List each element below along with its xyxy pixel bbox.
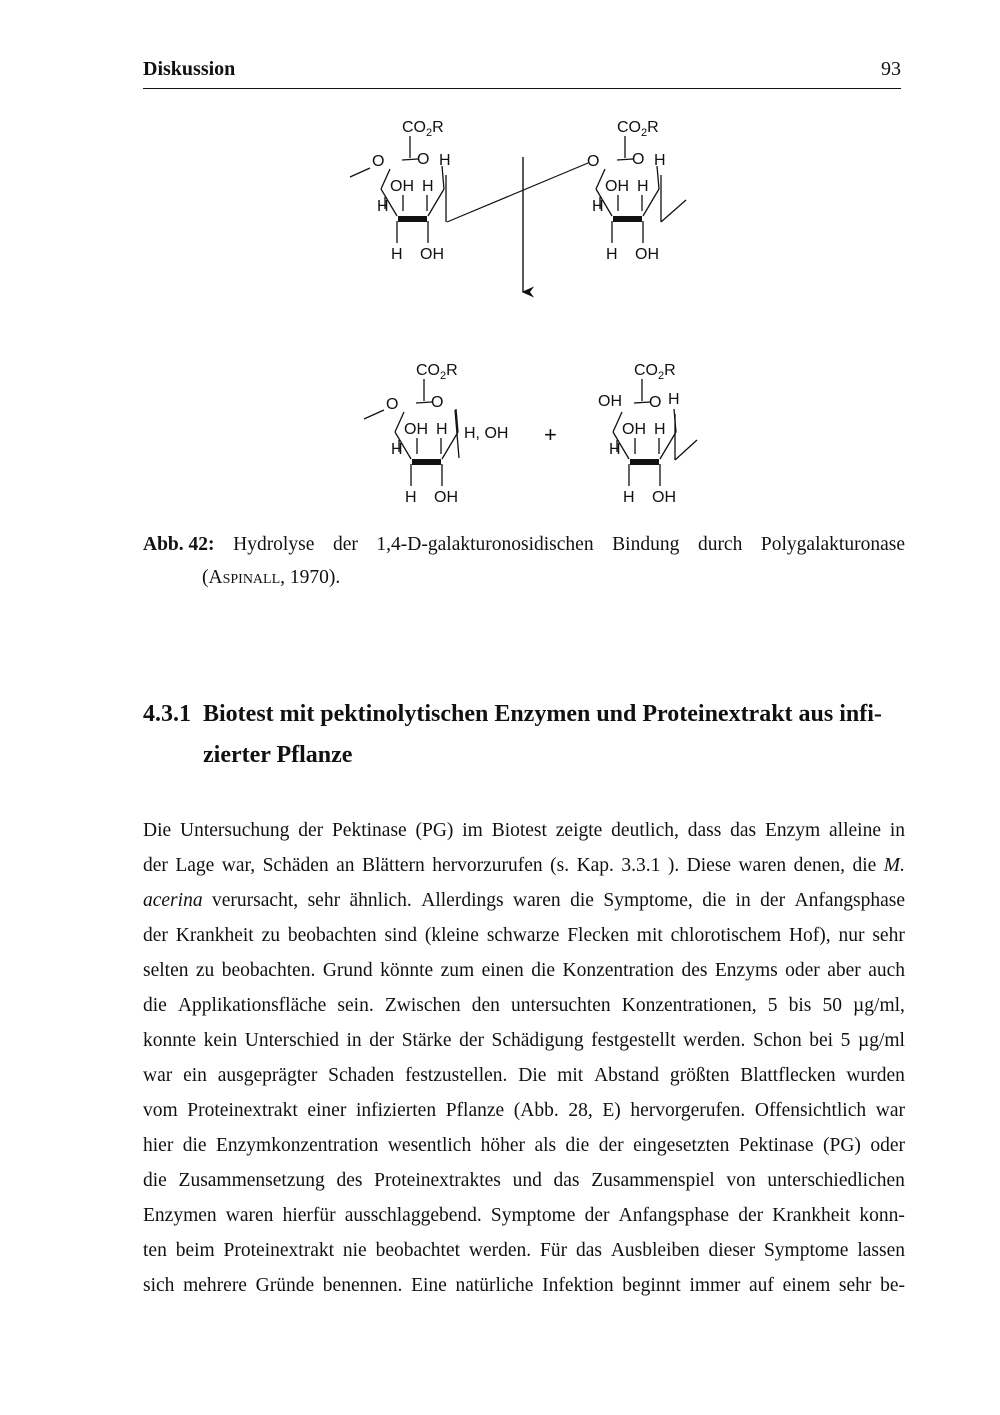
text-line [143,1093,905,1128]
atom-label: H [377,198,389,215]
word: der [459,1030,484,1051]
word: dass [687,820,722,841]
word: Symptome, [603,890,693,911]
word: beobachten [287,925,377,946]
word: die [531,960,556,981]
atom-label: OH [652,489,676,506]
word: festzustellen. [405,1065,508,1086]
word: Lage [175,855,215,876]
atom-label: H [623,489,635,506]
word: acerina [143,890,203,911]
word: deutlich, [611,820,679,841]
word: Die [143,820,172,841]
atom-label: OH [404,421,428,438]
atom-label: OH [598,393,622,410]
word: der [298,820,324,841]
bond-line [661,200,686,222]
word: sein. [337,995,374,1016]
word: µg/ml, [853,995,905,1016]
word: kein [203,1030,238,1051]
bond-line [395,412,404,432]
word: der [143,855,168,876]
word: der [738,1205,764,1226]
hydrolysis-scheme [0,0,1000,520]
word: zu [261,925,280,946]
bond-line [416,402,432,403]
word: des [336,1170,363,1191]
word: Anfangsphase [618,1205,730,1226]
word: lassen [857,1240,905,1261]
text-line [143,848,905,883]
atom-label: OH [622,421,646,438]
word: Schaden [328,1065,395,1086]
word: die [570,890,594,911]
word: in [735,890,751,911]
word: Enzymkonzentration [215,1135,379,1156]
word: könnte [380,960,434,981]
atom-label: H, OH [464,425,509,442]
word: 28, [568,1100,593,1121]
atom-label: O [587,153,600,170]
text-line [143,953,905,988]
word: die [565,1135,590,1156]
word: benennen. [322,1275,403,1296]
word: Biotest [491,820,547,841]
atom-label: H [654,152,666,169]
word: zum [440,960,475,981]
caption-word: durch [697,534,743,555]
word: ). [667,855,680,876]
word: sehr [872,925,905,946]
word: wesentlich [387,1135,472,1156]
word: Schäden [262,855,329,876]
word: Enzym [764,820,821,841]
caption-open-paren: ( [202,567,209,588]
word: M. [883,855,905,876]
word: nie [342,1240,367,1261]
atom-label: H [668,391,680,408]
word: auch [868,960,905,981]
atom-label: $CO_2R$ [634,362,676,382]
bond-line [350,168,370,177]
word: in [346,1030,362,1051]
word: Blattflecken [740,1065,836,1086]
word: selten [143,960,189,981]
word: Anfangsphase [794,890,905,911]
word: an [336,855,355,876]
word: immer [689,1275,741,1296]
word: Kap. [576,855,614,876]
text-line [143,883,905,918]
text-line [143,988,905,1023]
word: des [681,960,708,981]
caption-word: 1,4-D-galakturonosidischen [376,534,594,555]
word: Grund [322,960,373,981]
caption-word: der [332,534,358,555]
word: Schädigung [491,1030,584,1051]
word: Krankheit [175,925,254,946]
word: Ausbleiben [610,1240,700,1261]
word: Konzentrationen, [621,995,757,1016]
word: Symptome [763,1240,849,1261]
word: 5 [767,995,778,1016]
word: in [889,820,905,841]
atom-label: H [422,178,434,195]
word: im [462,820,483,841]
word: höher [480,1135,526,1156]
word: Unterschied [244,1030,339,1051]
atom-label: O [417,151,430,168]
atom-label: O [649,394,662,411]
word: (s. [550,855,570,876]
plus-sign: + [544,422,557,447]
word: der [369,1030,395,1051]
word: Gründe [255,1275,315,1296]
section-title-line2: zierter Pflanze [203,742,353,768]
body-paragraph [143,813,905,1303]
word: zeigte [555,820,603,841]
word: das [575,1240,602,1261]
word: beobachtet [375,1240,461,1261]
word: (PG) [822,1135,861,1156]
word: ein [183,1065,207,1086]
atom-label: H [654,421,666,438]
bond-line [675,440,697,460]
word: waren [513,890,561,911]
word: waren [738,855,787,876]
word: hierfür [282,1205,336,1226]
atom-label: H [609,441,621,458]
word: war [143,1065,173,1086]
word: mehrere [183,1275,247,1296]
word: Eine [411,1275,447,1296]
caption-word: Polygalakturonase [760,534,905,555]
text-line [143,918,905,953]
word: oder [870,1135,905,1156]
glycosidic-bond [447,163,588,222]
word: denen, [793,855,846,876]
word: sehr [838,1275,872,1296]
word: Pflanze [445,1100,505,1121]
section-title-line1: Biotest mit pektinolytischen Enzymen und Proteinextrakt aus infi- [203,701,882,727]
word: auf [749,1275,774,1296]
word: beginnt [622,1275,681,1296]
word: nur [838,925,865,946]
bond-line [381,169,390,189]
word: mit [636,925,663,946]
word: untersuchten [511,995,611,1016]
word: Untersuchung [179,820,290,841]
atom-label: OH [434,489,458,506]
word: ausschlaggebend. [344,1205,482,1226]
word: der [584,1205,610,1226]
word: bis [788,995,812,1016]
word: be- [880,1275,905,1296]
word: konnte [143,1030,197,1051]
word: schwarze [486,925,560,946]
atom-label: H [606,246,618,263]
word: einen [481,960,524,981]
word: von [726,1170,756,1191]
running-title: Diskussion [143,58,236,80]
word: größten [669,1065,730,1086]
caption-year: , 1970). [280,567,341,588]
word: den [471,995,500,1016]
word: verursacht, [212,890,299,911]
word: Stärke [401,1030,452,1051]
page-number: 93 [881,58,901,80]
caption-word: Hydrolyse [233,534,315,555]
word: ausgeprägter [217,1065,318,1086]
bond-line [364,410,384,419]
bond-line [402,159,418,160]
word: sind [384,925,417,946]
atom-label: O [632,151,645,168]
atom-label: H [391,441,403,458]
word: Pektinase [738,1135,814,1156]
word: hier [143,1135,174,1156]
word: der [143,925,168,946]
word: sehr [307,890,341,911]
word: Enzymen [143,1205,217,1226]
word: 50 [822,995,842,1016]
atom-label: H [439,152,451,169]
caption-author: Aspinall [208,567,281,588]
word: oder [785,960,820,981]
atom-label: H [637,178,649,195]
bond-line [657,166,659,189]
caption-label: Abb. 42: [143,534,215,555]
word: das [553,1170,580,1191]
word: Abstand [594,1065,660,1086]
bond-line [613,412,622,432]
word: sich [143,1275,175,1296]
bond-line [442,166,444,189]
word: das [730,820,757,841]
word: Enzyms [714,960,778,981]
word: Allerdings [421,890,504,911]
text-line [143,813,905,848]
word: die [143,995,167,1016]
word: ten [143,1240,167,1261]
word: zu [195,960,215,981]
word: natürliche [455,1275,534,1296]
word: unterschiedlichen [767,1170,905,1191]
atom-label: H [592,198,604,215]
word: Diese [686,855,732,876]
word: war, [221,855,256,876]
word: Applikationsfläche [177,995,327,1016]
atom-label: OH [390,178,414,195]
atom-label: H [436,421,448,438]
word: Zusammenspiel [591,1170,715,1191]
word: Pektinase [331,820,407,841]
word: Flecken [567,925,629,946]
text-line [143,1163,905,1198]
word: (PG) [415,820,454,841]
word: 3.3.1 [621,855,661,876]
word: 5 [840,1030,851,1051]
bond-line [617,159,633,160]
word: wurden [846,1065,905,1086]
word: alleine [829,820,881,841]
word: einem [782,1275,831,1296]
text-line [143,1128,905,1163]
word: Hof), [788,925,831,946]
word: die [182,1135,207,1156]
atom-label: O [372,153,385,170]
word: konn- [859,1205,905,1226]
word: Blättern [361,855,425,876]
word: Für [540,1240,568,1261]
word: werden. [468,1240,532,1261]
word: hervorzurufen [432,855,543,876]
word: der [598,1135,624,1156]
word: als [534,1135,557,1156]
atom-label: OH [635,246,659,263]
word: Proteinextraktes [374,1170,501,1191]
word: waren [225,1205,274,1226]
caption-word: Bindung [612,534,680,555]
word: Offensichtlich [754,1100,867,1121]
atom-label: OH [605,178,629,195]
word: Zwischen [384,995,461,1016]
word: mit [557,1065,584,1086]
word: eingesetzten [633,1135,730,1156]
word: hervorgerufen. [630,1100,746,1121]
word: beobachten. [221,960,316,981]
word: dieser [708,1240,756,1261]
word: beim [175,1240,215,1261]
word: und [512,1170,542,1191]
word: Infektion [542,1275,614,1296]
bond-line [596,169,605,189]
word: µg/ml [857,1030,905,1051]
text-line [143,1198,905,1233]
word: infizierten [355,1100,437,1121]
word: Krankheit [772,1205,851,1226]
atom-label: O [386,396,399,413]
word: vom [143,1100,178,1121]
word: chlorotischem [670,925,782,946]
word: werden. [683,1030,746,1051]
word: (kleine [424,925,479,946]
word: Proteinextrakt [187,1100,298,1121]
bond-line [634,402,650,403]
word: Konzentration [562,960,675,981]
section-number: 4.3.1 [143,701,191,727]
word: die [852,855,877,876]
atom-label: OH [420,246,444,263]
atom-label: H [405,489,417,506]
section-heading [143,694,905,776]
atom-label: $CO_2R$ [416,362,458,382]
atom-label: H [391,246,403,263]
atom-label: $CO_2R$ [617,119,659,139]
word: Schon [752,1030,802,1051]
word: war [875,1100,905,1121]
word: Die [518,1065,547,1086]
atom-label: $CO_2R$ [402,119,444,139]
text-line [143,1268,905,1303]
word: Symptome [490,1205,576,1226]
word: bei [809,1030,834,1051]
word: festgestellt [591,1030,676,1051]
word: der [760,890,786,911]
word: (Abb. [513,1100,559,1121]
figure-caption [143,528,905,594]
word: die [702,890,727,911]
word: E) [602,1100,621,1121]
word: ähnlich. [349,890,412,911]
word: Zusammensetzung [178,1170,325,1191]
word: einer [307,1100,347,1121]
text-line [143,1058,905,1093]
atom-label: O [431,394,444,411]
text-line [143,1023,905,1058]
word: die [143,1170,167,1191]
word: Proteinextrakt [223,1240,335,1261]
word: aber [827,960,861,981]
text-line [143,1233,905,1268]
